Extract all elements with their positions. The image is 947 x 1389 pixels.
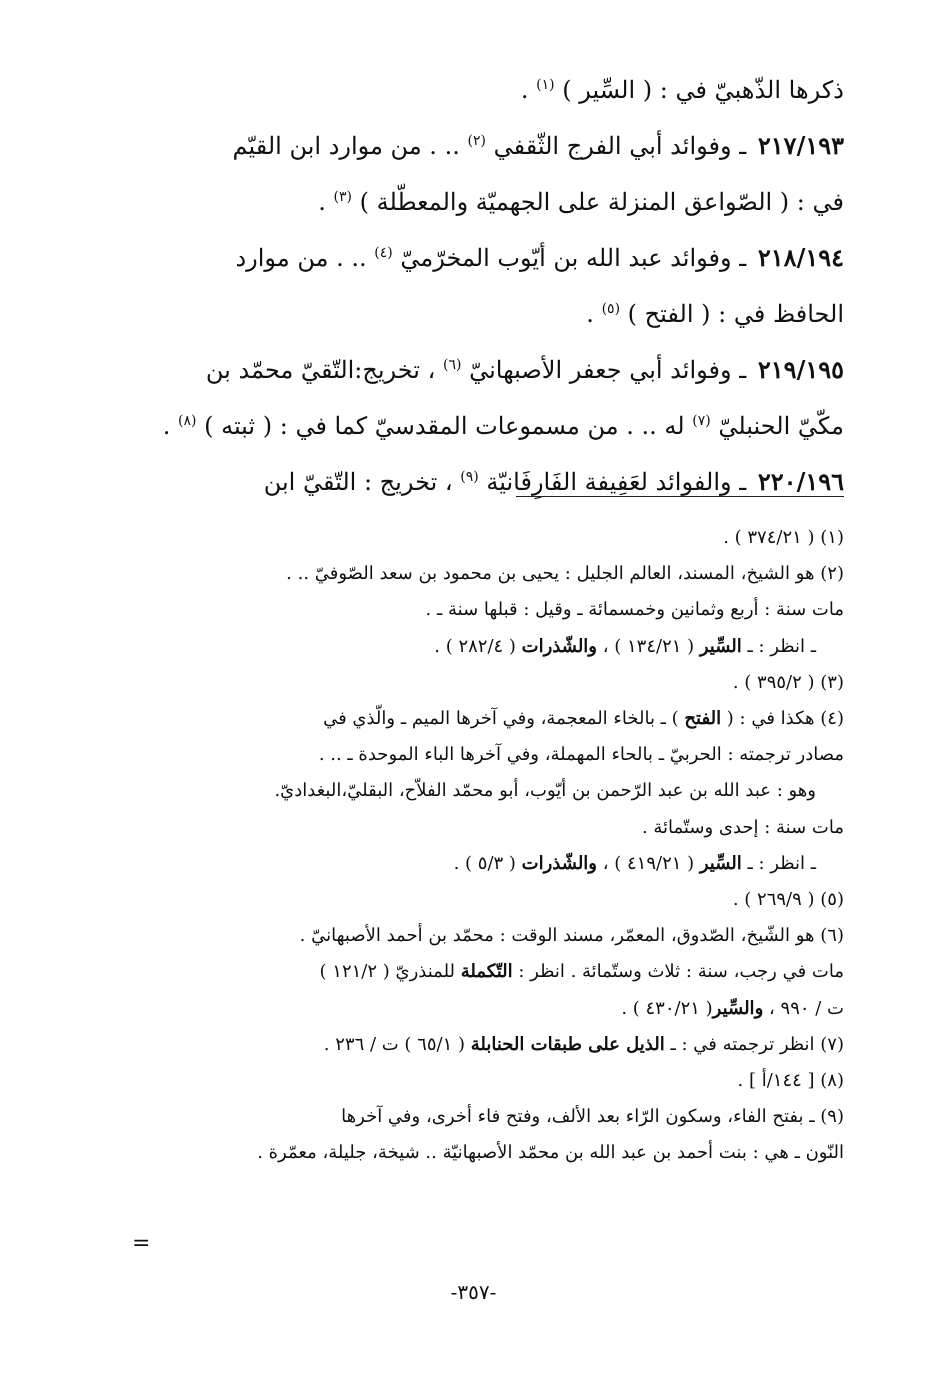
entry-number: ٢١٩/١٩٥ — [757, 355, 844, 384]
footnote-text: ( ٤٣٠/٢١ ) . — [621, 997, 713, 1019]
footnote-ref: (٢) — [467, 133, 486, 149]
continuation-mark: = — [132, 1231, 151, 1256]
entry-line — [132, 118, 844, 174]
entry-number: ٢١٧/١٩٣ — [757, 131, 844, 160]
footnote-line — [132, 701, 844, 737]
footnote-text: مات في رجب، سنة : ثلاث وستّمائة . انظر : — [512, 961, 844, 983]
book-title: الفتح — [684, 708, 722, 730]
footnote-separator — [516, 496, 844, 497]
footnote-text: (٤) هكذا في : ( — [721, 708, 844, 730]
book-title: السِّير — [699, 852, 742, 874]
footnote-text: ( ٥/٣ ) . — [453, 852, 522, 874]
footnote-line: (٣) ( ٣٩٥/٢ ) . — [732, 671, 844, 693]
footnote-ref: (٩) — [460, 469, 479, 485]
main-line — [132, 174, 844, 230]
line-text-tail: . — [318, 188, 326, 216]
footnote-text: ( ١٣٤/٢١ ) ، — [597, 635, 700, 657]
footnote-line: (٥) ( ٢٦٩/٩ ) . — [732, 889, 844, 911]
line-text: في : ( الصّواعق المنزلة على الجهميّة والمعطّلة ) — [359, 188, 844, 216]
footnotes — [132, 520, 844, 1172]
entry-number: ٢١٨/١٩٤ — [757, 243, 844, 272]
footnote-line: (٩) ـ بفتح الفاء، وسكون الرّاء بعد الألف، وفتح فاء أخرى، وفي آخرها — [341, 1106, 844, 1128]
footnote-text: ـ انظر : ـ — [741, 635, 816, 657]
footnote-line: (٨) [ ١٤٤/أ ] . — [737, 1070, 844, 1092]
line-text-tail: . — [520, 76, 529, 104]
footnote-ref: (٥) — [601, 301, 621, 317]
line-text-tail: ، تخريج : التّقيّ ابن — [263, 468, 453, 496]
entry-line — [132, 454, 844, 510]
line-text: ـ وفوائد عبد الله بن أيّوب المخرّميّ — [400, 244, 747, 272]
footnote-ref: (٣) — [333, 189, 352, 205]
line-text: ـ وفوائد أبي جعفر الأصبهانيّ — [469, 356, 747, 384]
main-line — [132, 398, 844, 454]
line-text-tail: . — [586, 300, 594, 328]
footnote-line: مصادر ترجمته : الحربيّ ـ بالحاء المهملة، وفي آخرها الباء الموحدة ـ .. . — [318, 744, 844, 766]
footnote-line: (١) ( ٣٧٤/٢١ ) . — [723, 527, 844, 548]
footnote-text: ( ٢٨٢/٤ ) . — [434, 635, 522, 657]
footnote-line: مات سنة : أربع وثمانين وخمسمائة ـ وقيل : قبلها سنة ـ . — [425, 599, 844, 621]
line-text-tail: .. . من موارد — [235, 244, 367, 272]
entry-line — [132, 230, 844, 286]
footnote-line — [132, 954, 844, 990]
footnote-line — [132, 1027, 844, 1063]
main-line — [132, 62, 844, 118]
footnote-ref: (٤) — [374, 245, 393, 261]
book-title: والشّذرات — [521, 852, 597, 874]
footnote-text: ـ انظر : ـ — [741, 852, 816, 874]
line-text: ذكرها الذّهبيّ في : ( السِّير ) — [562, 76, 844, 104]
footnote-ref: (١) — [536, 77, 555, 93]
line-text: ـ وفوائد أبي الفرج الثّقفي — [493, 132, 747, 160]
footnote-line — [132, 846, 844, 882]
footnote-ref: (٦) — [443, 357, 462, 373]
footnote-line — [132, 629, 844, 665]
footnote-text: للمنذريّ ( ١٢١/٢ ) — [319, 961, 461, 983]
footnote-line — [132, 991, 844, 1027]
entry-number: ٢٢٠/١٩٦ — [757, 467, 844, 496]
footnote-text: (٧) انظر ترجمته في : ـ — [664, 1033, 844, 1055]
footnote-line: (٦) هو الشّيخ، الصّدوق، المعمّر، مسند الوقت : محمّد بن أحمد الأصبهانيّ . — [299, 925, 844, 947]
line-text-tail: .. . من موارد ابن القيّم — [232, 132, 460, 160]
footnote-line: مات سنة : إحدى وستّمائة . — [641, 816, 844, 838]
line-text: مكّيّ الحنبليّ — [718, 412, 844, 440]
footnote-ref: (٨) — [177, 413, 197, 429]
entry-line — [132, 342, 844, 398]
line-text-tail: ، تخريج:التّقيّ محمّد بن — [205, 356, 436, 384]
line-text-tail: . — [162, 412, 171, 440]
footnote-line: وهو : عبد الله بن عبد الرّحمن بن أيّوب، أبو محمّد الفلاّح، البقليّ،البغداديّ. — [274, 780, 816, 802]
footnote-text: ( ٦٥/١ ) ت / ٢٣٦ . — [323, 1033, 471, 1055]
footnote-text: ت / ٩٩٠ ، — [763, 997, 844, 1019]
book-title: التّكملة — [460, 961, 513, 983]
line-text: ـ والفوائد لعَفِيفة الفَارِفَانيّة — [486, 468, 747, 496]
footnote-line: (٢) هو الشيخ، المسند، العالم الجليل : يحيى بن محمود بن سعد الصّوفيّ .. . — [286, 563, 844, 585]
footnote-line: النّون ـ هي : بنت أحمد بن عبد الله بن محمّد الأصبهانيّة .. شيخة، جليلة، معمّرة . — [257, 1142, 844, 1164]
page-number: -٣٥٧- — [450, 1280, 497, 1304]
line-text-tail: له .. . من مسموعات المقدسيّ كما في : ( ثبته ) — [204, 412, 685, 440]
book-title: والسِّير — [712, 997, 764, 1019]
main-text — [132, 62, 844, 510]
line-text: الحافظ في : ( الفتح ) — [627, 300, 844, 328]
main-line — [132, 286, 844, 342]
book-title: والشّذرات — [521, 635, 597, 657]
book-title: السِّير — [699, 635, 742, 657]
footnote-text: ) ـ بالخاء المعجمة، وفي آخرها الميم ـ والّذي في — [323, 708, 685, 730]
footnote-text: ( ٤١٩/٢١ ) ، — [597, 852, 700, 874]
book-title: الذيل على طبقات الحنابلة — [470, 1033, 665, 1055]
footnote-ref: (٧) — [692, 413, 711, 429]
